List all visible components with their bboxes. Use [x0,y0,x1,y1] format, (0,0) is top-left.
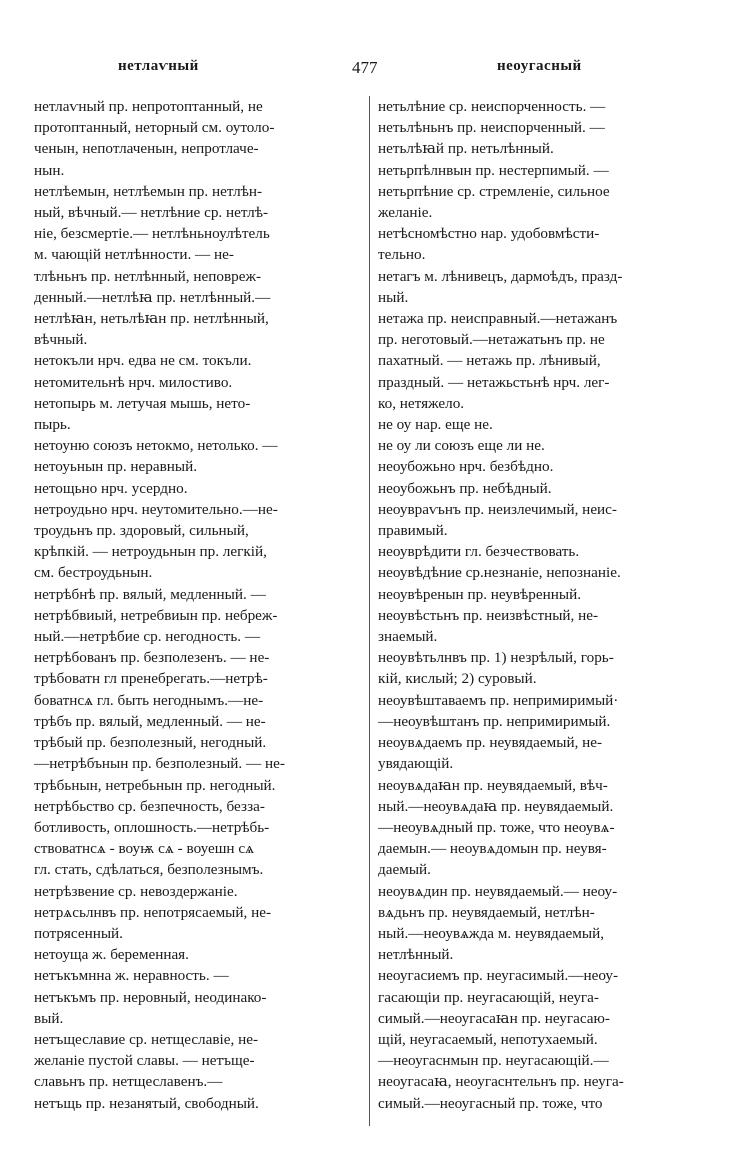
dictionary-entry [378,96,712,160]
header-left-guide-word: нетлаѵный [118,58,199,74]
entry-line: неоувраѵьнъ пр. неизлечимый, неис- [378,500,617,518]
entry-line: нетьрпѣние ср. стремленіе, сильное [378,182,610,200]
dictionary-entry [378,266,712,308]
entry-line: славьнъ пр. нетщеславенъ.— [34,1073,223,1091]
dictionary-entry [34,965,364,1029]
dictionary-entry [34,584,364,796]
entry-line: неоугасиемъ пр. неугасимый.—неоу- [378,967,619,985]
entry-line: нетрѣбьство ср. безпечность, безза- [34,797,265,815]
entry-line: гасающіи пр. неугасающій, неуга- [378,988,599,1006]
entry-line: ный.—неоувѧжда м. неувядаемый, [378,924,605,942]
entry-line: праздный. — нетажьстьнѣ нрч. лег- [378,373,610,391]
entry-line: потрясенный. [34,924,123,942]
entry-line: ный.—неоувѧдаꙗ пр. неувядаемый. [378,797,614,815]
entry-line: тельно. [378,246,426,264]
entry-line: нетрѧсьлнвъ пр. непотрясаемый, не- [34,903,272,921]
entry-line: ный, вѣчный.— нетлѣние ср. нетлѣ- [34,204,269,222]
entry-line: нетлѣемын, нетлѣемын пр. нетлѣн- [34,182,263,200]
entry-line: см. бестроудьнын. [34,564,153,582]
dictionary-entry [378,605,712,647]
dictionary-entry [34,1029,364,1114]
dictionary-entry [378,732,712,774]
entry-line: трѣбый пр. безполезный, негодный. [34,734,267,752]
entry-line: нетагъ м. лѣнивецъ, дармоѣдъ, празд- [378,267,623,285]
dictionary-entry [34,96,364,181]
entry-line: —неоувѣштанъ пр. непримиримый. [378,712,611,730]
entry-line: увядающій. [378,755,454,773]
entry-line: трѣбъ пр. вялый, медленный. — не- [34,712,266,730]
entry-line: троудьнъ пр. здоровый, сильный, [34,522,249,540]
entry-line: нетьрпѣлнвын пр. нестерпимый. — [378,161,609,179]
entry-line: кій, кислый; 2) суровый. [378,670,537,688]
entry-line: крѣпкій. — нетроудьнын пр. легкій, [34,543,267,561]
header-right-guide-word: неоугасный [497,58,582,74]
entry-line: неоувѧдин пр. неувядаемый.— неоу- [378,882,618,900]
column-divider [369,96,370,1126]
entry-line: —неоугаснмын пр. неугасающій.— [378,1052,609,1070]
entry-line: щій, неугасаемый, непотухаемый. [378,1030,598,1048]
dictionary-entry [34,478,364,499]
entry-line: вѣчный. [34,331,88,349]
dictionary-entry [378,456,712,477]
right-column [378,96,712,1114]
entry-line: желаніе. [378,204,433,222]
entry-line: нетъкъмнна ж. неравность. — [34,967,229,985]
entry-line: трѣбьнын, нетребьнын пр. негодный. [34,776,276,794]
dictionary-entry [34,435,364,477]
entry-line: нетрѣбованъ пр. безполезенъ. — не- [34,649,270,667]
entry-line: неоувѣдѣние ср.незнаніе, непознаніе. [378,564,621,582]
entry-line: нетоуню союзъ нетокмо, нетолько. — [34,437,278,455]
entry-line: нетоуьнын пр. неравный. [34,458,198,476]
dictionary-entry [378,775,712,881]
entry-line: нетрѣбнѣ пр. вялый, медленный. — [34,585,266,603]
entry-line: неоувѣстьнъ пр. неизвѣстный, не- [378,606,599,624]
dictionary-entry [378,223,712,265]
page-number: 477 [352,58,378,77]
dictionary-entry [34,372,364,393]
entry-line: неоувѧдаемъ пр. неувядаемый, не- [378,734,603,752]
dictionary-entry [34,350,364,371]
dictionary-entry [378,690,712,732]
entry-line: неоуврѣдити гл. безчествовать. [378,543,580,561]
entry-line: нетъщеславие ср. нетщеславіе, не- [34,1030,259,1048]
dictionary-entry [378,965,712,1113]
dictionary-entry [34,902,364,944]
entry-line: нетъкъмъ пр. неровный, неодинако- [34,988,267,1006]
dictionary-entry [378,478,712,499]
dictionary-entry [34,181,364,351]
entry-line: ботливость, оплошность.—нетрѣбь- [34,818,270,836]
entry-line: симый.—неоугасаꙗн пр. неугасаю- [378,1009,610,1027]
entry-line: неоувѧдаꙗн пр. неувядаемый, вѣч- [378,776,608,794]
dictionary-entry [378,881,712,966]
entry-line: нетлѣнный. [378,946,454,964]
entry-line: симый.—неоугасный пр. тоже, что [378,1094,603,1112]
entry-line: ствоватнсѧ - воуѭ сѧ - воуешн сѧ [34,840,255,858]
entry-line: нетомительнѣ нрч. милостиво. [34,373,233,391]
entry-line: знаемый. [378,628,438,646]
entry-line: неоугасаꙗ, неоугаснтельнъ пр. неуга- [378,1073,624,1091]
entry-line: пырь. [34,416,71,434]
entry-line: нетрѣбвиый, нетребвиын пр. небреж- [34,606,278,624]
entry-line: нетьлѣньнъ пр. неиспорченный. — [378,119,605,137]
left-column [34,96,364,1114]
page-header [0,58,754,82]
dictionary-entry [378,584,712,605]
entry-line: ко, нетяжело. [378,394,465,412]
dictionary-entry [378,499,712,541]
entry-line: желаніе пустой славы. — нетъще- [34,1052,255,1070]
entry-line: пр. неготовый.—нетажатьнъ пр. не [378,331,605,349]
entry-line: ченын, непотлаченын, непротлаче- [34,140,259,158]
entry-line: вѧдьнъ пр. неувядаемый, нетлѣн- [378,903,595,921]
entry-line: неоувѣренын пр. неувѣренный. [378,585,582,603]
entry-line: гл. стать, сдѣлаться, безполезнымъ. [34,861,264,879]
entry-line: нетроудьно нрч. неутомительно.—не- [34,500,278,518]
dictionary-entry [34,944,364,965]
dictionary-entry [34,881,364,902]
entry-line: неоубожьнъ пр. небѣдный. [378,479,552,497]
entry-line: нетопырь м. летучая мышь, нето- [34,394,251,412]
entry-line: даемый. [378,861,431,879]
entry-line: пахатный. — нетажь пр. лѣнивый, [378,352,601,370]
entry-line: ный. [378,288,409,306]
entry-line: неоубожьно нрч. безбѣдно. [378,458,554,476]
entry-line: м. чающій нетлѣнности. — не- [34,246,234,264]
entry-line: нетлаѵный пр. непротоптанный, не [34,98,263,115]
entry-line: нетощьно нрч. усердно. [34,479,188,497]
entry-line: нетъщь пр. незанятый, свободный. [34,1094,259,1112]
dictionary-entry [34,499,364,584]
entry-line: —нетрѣбънын пр. безполезный. — не- [34,755,285,773]
entry-line: не оу ли союзъ еще ли не. [378,437,545,455]
dictionary-entry [378,541,712,562]
entry-line: трѣбоватн гл пренебрегать.—нетрѣ- [34,670,268,688]
entry-line: денный.—нетлѣꙗ пр. нетлѣнный.— [34,288,271,306]
dictionary-entry [378,160,712,224]
dictionary-entry [378,308,712,414]
entry-line: протоптанный, неторный см. оутоло- [34,119,275,137]
dictionary-entry [34,796,364,881]
entry-line: ніе, безсмертіе.— нетлѣньноулѣтель [34,225,270,243]
entry-line: боватнсѧ гл. быть негоднымъ.—не- [34,691,264,709]
entry-line: нетлѣꙗн, нетьлѣꙗн пр. нетлѣнный, [34,310,269,328]
entry-line: даемын.— неоувѧдомын пр. неувя- [378,840,607,858]
entry-line: нетокъли нрч. едва не см. токъли. [34,352,252,370]
entry-line: ный.—нетрѣбие ср. негодность. — [34,628,261,646]
entry-line: нын. [34,161,65,179]
entry-line: неоувѣштаваемъ пр. непримиримый· [378,691,619,709]
entry-line: нетьлѣние ср. неиспорченность. — [378,98,606,115]
entry-line: нетрѣзвение ср. невоздержаніе. [34,882,238,900]
entry-line: нетоуща ж. беременная. [34,946,189,964]
entry-line: не оу нар. еще не. [378,416,493,434]
entry-line: неоувѣтьлнвъ пр. 1) незрѣлый, горь- [378,649,614,667]
entry-line: нетѣсномѣстно нар. удобовмѣсти- [378,225,600,243]
dictionary-entry [378,647,712,689]
entry-line: —неоувѧдный пр. тоже, что неоувѧ- [378,818,615,836]
entry-line: нетьлѣꙗй пр. нетьлѣнный. [378,140,554,158]
dictionary-entry [378,435,712,456]
entry-line: нетажа пр. неисправный.—нетажанъ [378,310,618,328]
entry-line: тлѣньнъ пр. нетлѣнный, неповреж- [34,267,262,285]
dictionary-entry [378,562,712,583]
dictionary-entry [378,414,712,435]
entry-line: правимый. [378,522,448,540]
dictionary-entry [34,393,364,435]
entry-line: вый. [34,1009,64,1027]
